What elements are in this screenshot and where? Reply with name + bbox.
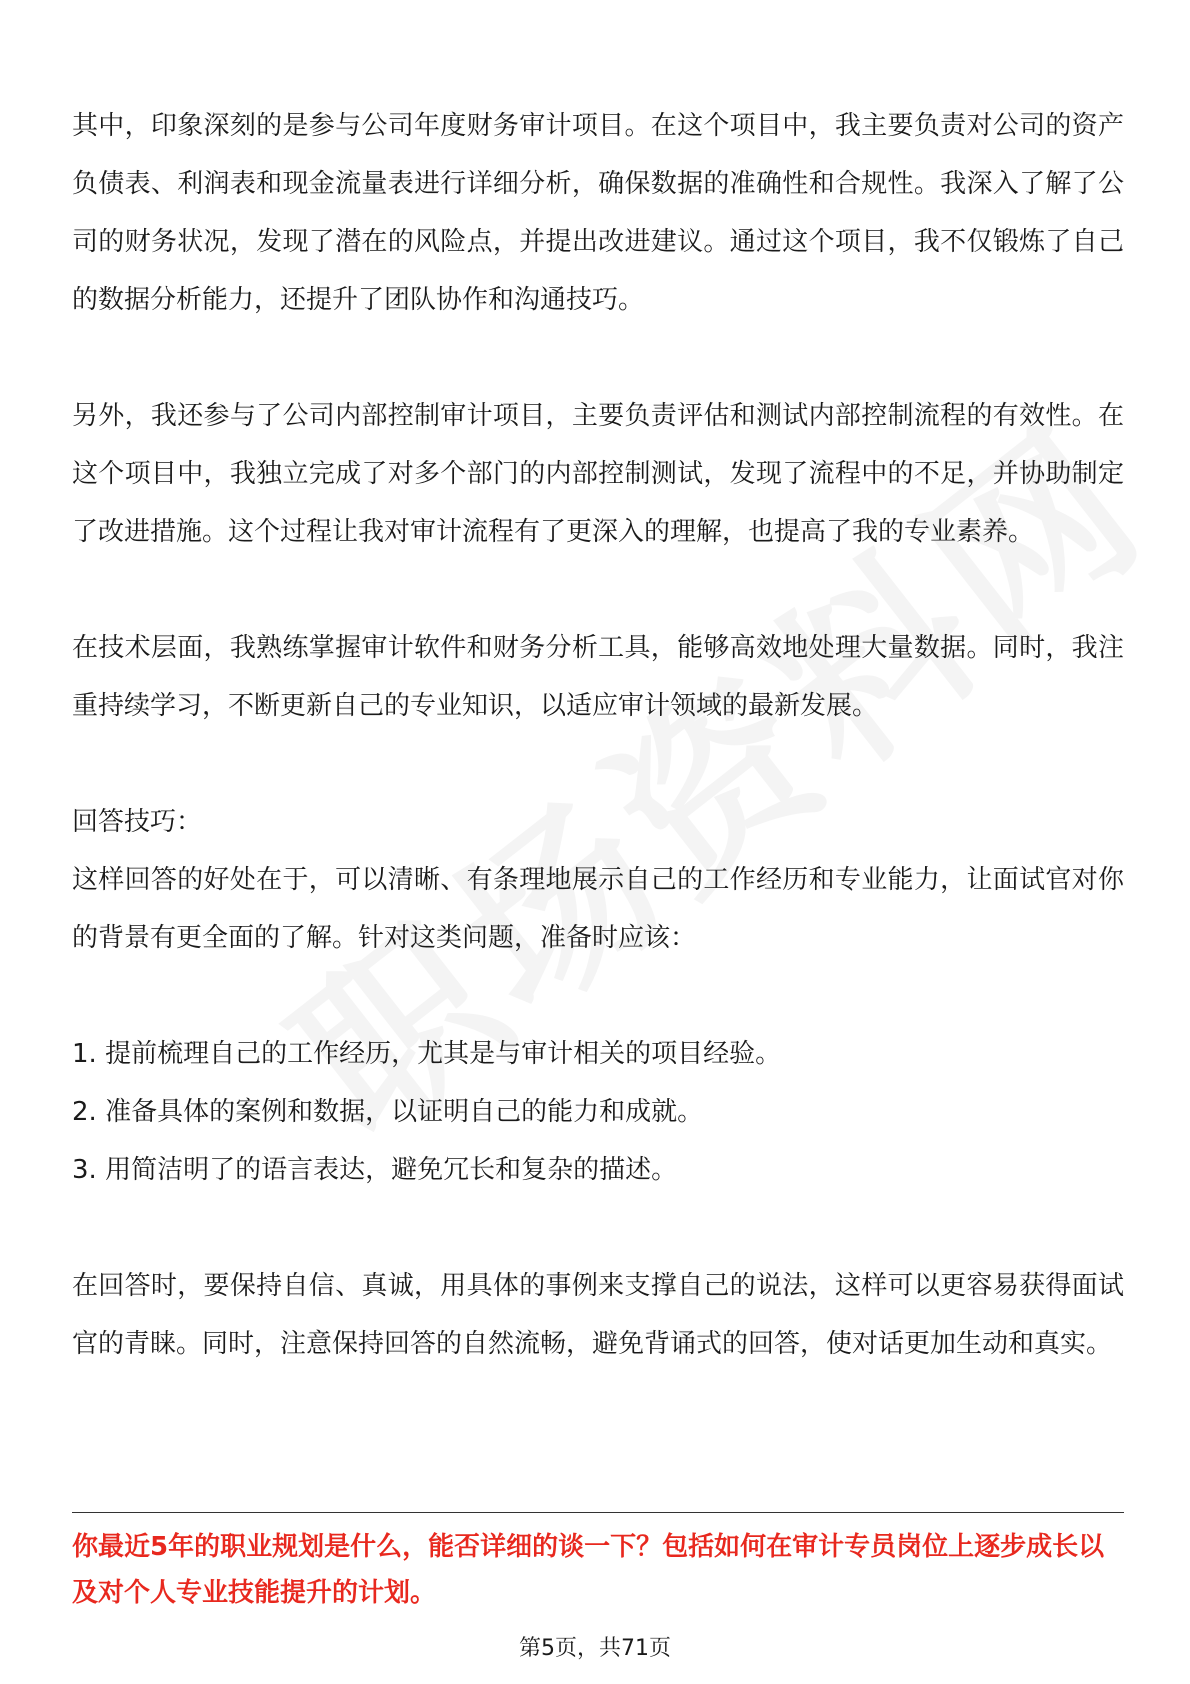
paragraph-closing: 在回答时，要保持自信、真诚，用具体的事例来支撑自己的说法，这样可以更容易获得面试官的青睐。同时，注意保持回答的自然流畅，避免背诵式的回答，使对话更加生动和真实。 [72,1271,1124,1359]
list-item: 3. 用简洁明了的语言表达，避免冗长和复杂的描述。 [72,1155,678,1185]
paragraph-internal-control: 另外，我还参与了公司内部控制审计项目，主要负责评估和测试内部控制流程的有效性。在这个项目中，我独立完成了对多个部门的内部控制测试，发现了流程中的不足，并协助制定了改进措施。这个过程让我对审计流程有了更深入的理解，也提高了我的专业素养。 [72,401,1124,547]
section-divider [72,1512,1124,1513]
tips-intro: 这样回答的好处在于，可以清晰、有条理地展示自己的工作经历和专业能力，让面试官对你的背景有更全面的了解。针对这类问题，准备时应该： [72,865,1124,953]
tips-heading: 回答技巧： [72,807,203,837]
next-question-heading: 你最近5年的职业规划是什么，能否详细的谈一下？包括如何在审计专员岗位上逐步成长以及对个人专业技能提升的计划。 [72,1532,1105,1608]
list-item: 1. 提前梳理自己的工作经历，尤其是与审计相关的项目经验。 [72,1039,782,1069]
tips-list [72,1025,1124,1199]
paragraph-technical-skills: 在技术层面，我熟练掌握审计软件和财务分析工具，能够高效地处理大量数据。同时，我注重持续学习，不断更新自己的专业知识，以适应审计领域的最新发展。 [72,633,1124,721]
page-number: 第5页，共71页 [519,1636,671,1661]
paragraph-financial-audit: 其中，印象深刻的是参与公司年度财务审计项目。在这个项目中，我主要负责对公司的资产负债表、利润表和现金流量表进行详细分析，确保数据的准确性和合规性。我深入了解了公司的财务状况，发现了潜在的风险点，并提出改进建议。通过这个项目，我不仅锻炼了自己的数据分析能力，还提升了团队协作和沟通技巧。 [72,111,1124,315]
page-content [72,97,1124,1431]
list-item: 2. 准备具体的案例和数据，以证明自己的能力和成就。 [72,1097,704,1127]
